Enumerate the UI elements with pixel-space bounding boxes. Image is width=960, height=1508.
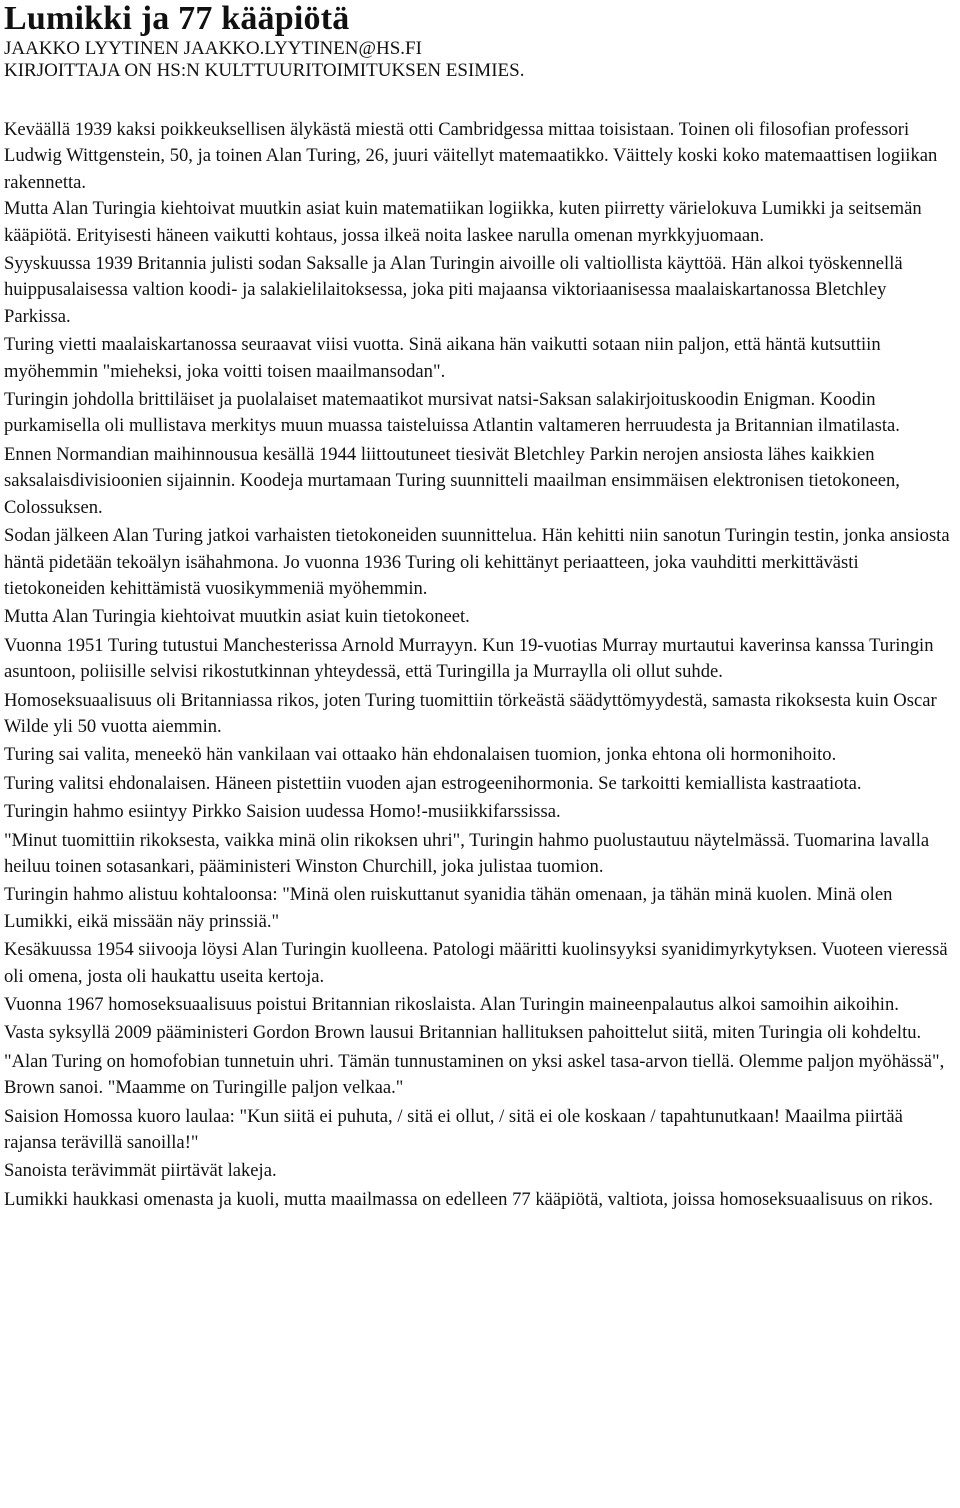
paragraph-8: Mutta Alan Turingia kiehtoivat muutkin asiat kuin tietokoneet. bbox=[4, 606, 470, 628]
byline-author: JAAKKO LYYTINEN JAAKKO.LYYTINEN@HS.FI bbox=[4, 38, 422, 59]
paragraph-7: Sodan jälkeen Alan Turing jatkoi varhaisten tietokoneiden suunnittelua. Hän kehitti niin sanotun Turingin testin, jonka ansiosta häntä pidetään tekoälyn isähahmona. Jo vuonna 1936 Turing oli kehittänyt periaatteen, joka vauhditti merkittävästi tietokoneiden kehittämistä vuosikymmeniä myöhemmin. bbox=[4, 525, 950, 599]
paragraph-20: Saision Homossa kuoro laulaa: "Kun siitä ei puhuta, / sitä ei ollut, / sitä ei ole koskaan / tapahtunutkaan! Maailma piirtää rajansa terävillä sanoilla!" bbox=[4, 1105, 903, 1154]
paragraph-10: Homoseksuaalisuus oli Britanniassa rikos, joten Turing tuomittiin törkeästä säädyttömyydestä, samasta rikoksesta kuin Oscar Wilde yli 50 vuotta aiemmin. bbox=[4, 689, 937, 737]
byline-role: KIRJOITTAJA ON HS:N KULTTUURITOIMITUKSEN ESIMIES. bbox=[4, 60, 525, 81]
paragraph-6: Ennen Normandian maihinnousua kesällä 1944 liittoutuneet tiesivät Bletchley Parkin nerojen ansiosta lähes kaikkien saksalaisdivisioonien sijainnin. Koodeja murtamaan Turing suunnitteli maailman ensimmäisen elektronisen tietokoneen, Colossuksen. bbox=[4, 443, 900, 518]
paragraph-5: Turingin johdolla brittiläiset ja puolalaiset matemaatikot mursivat natsi-Saksan salakirjoituskoodin Enigman. Koodin purkamisella oli mullistava merkitys muun muassa taisteluissa Atlantin valtameren herruudesta ja Britannian ilmatilasta. bbox=[4, 389, 900, 437]
paragraph-3: Syyskuussa 1939 Britannia julisti sodan Saksalle ja Alan Turingin aivoille oli valtiollista käyttöä. Hän alkoi työskennellä huippusalaisessa valtion koodi- ja salakielilaitoksessa, joka piti majaansa viktoriaanisessa maalaiskartanossa Bletchley Parkissa. bbox=[4, 253, 903, 327]
paragraph-11: Turing sai valita, meneekö hän vankilaan vai ottaako hän ehdonalaisen tuomion, jonka ehtona oli hormonihoito. bbox=[4, 744, 837, 766]
byline-spacer bbox=[4, 82, 956, 117]
paragraph-22: Lumikki haukkasi omenasta ja kuoli, mutta maailmassa on edelleen 77 kääpiötä, valtiota, joissa homoseksuaalisuus on rikos. bbox=[4, 1188, 933, 1210]
article-title: Lumikki ja 77 kääpiötä bbox=[4, 0, 350, 37]
article-body bbox=[4, 117, 956, 1213]
paragraph-1: Keväällä 1939 kaksi poikkeuksellisen älykästä miestä otti Cambridgessa mittaa toisistaan. Toinen oli filosofian professori Ludwig Wittgenstein, 50, ja toinen Alan Turing, 26, juuri väitellyt matemaatikko. Väittely koski koko matemaattisen logiikan rakennetta. bbox=[4, 119, 938, 193]
paragraph-15: Turingin hahmo alistuu kohtaloonsa: "Minä olen ruiskuttanut syanidia tähän omenaan, ja tähän minä kuolen. Minä olen Lumikki, eikä missään näy prinssiä." bbox=[4, 884, 893, 932]
paragraph-21: Sanoista terävimmät piirtävät lakeja. bbox=[4, 1160, 277, 1182]
paragraph-17: Vuonna 1967 homoseksuaalisuus poistui Britannian rikoslaista. Alan Turingin maineenpalautus alkoi samoihin aikoihin. bbox=[4, 994, 899, 1015]
paragraph-9: Vuonna 1951 Turing tutustui Manchesterissa Arnold Murrayyn. Kun 19-vuotias Murray murtautui kaverinsa kanssa Turingin asuntoon, poliisille selvisi rikostutkinnan yhteydessä, että Turingilla ja Murraylla oli ollut suhde. bbox=[4, 634, 934, 683]
paragraph-13: Turingin hahmo esiintyy Pirkko Saision uudessa Homo!-musiikkifarssissa. bbox=[4, 801, 561, 823]
paragraph-19: "Alan Turing on homofobian tunnetuin uhri. Tämän tunnustaminen on yksi askel tasa-arvon tiellä. Olemme paljon myöhässä", Brown sanoi. "Maamme on Turingille paljon velkaa." bbox=[4, 1050, 945, 1099]
paragraph-18: Vasta syksyllä 2009 pääministeri Gordon Brown lausui Britannian hallituksen pahoittelut siitä, miten Turingia oli kohdeltu. bbox=[4, 1022, 922, 1044]
paragraph-4: Turing vietti maalaiskartanossa seuraavat viisi vuotta. Sinä aikana hän vaikutti sotaan niin paljon, että häntä kutsuttiin myöhemmin "mieheksi, joka voitti toisen maailmansodan". bbox=[4, 334, 881, 382]
paragraph-16: Kesäkuussa 1954 siivooja löysi Alan Turingin kuolleena. Patologi määritti kuolinsyyksi syanidimyrkytyksen. Vuoteen vieressä oli omena, josta oli haukattu useita kertoja. bbox=[4, 939, 948, 987]
paragraph-12: Turing valitsi ehdonalaisen. Häneen pistettiin vuoden ajan estrogeenihormonia. Se tarkoitti kemiallista kastraatiota. bbox=[4, 772, 862, 794]
paragraph-2: Mutta Alan Turingia kiehtoivat muutkin asiat kuin matematiikan logiikka, kuten piirretty värielokuva Lumikki ja seitsemän kääpiötä. Erityisesti häneen vaikutti kohtaus, jossa ilkeä noita laskee narulla omenan myrkkyjuomaan. bbox=[4, 198, 922, 246]
paragraph-14: "Minut tuomittiin rikoksesta, vaikka minä olin rikoksen uhri", Turingin hahmo puolustautuu näytelmässä. Tuomarina lavalla heiluu toinen sotasankari, pääministeri Winston Churchill, joka julistaa tuomion. bbox=[4, 829, 930, 877]
